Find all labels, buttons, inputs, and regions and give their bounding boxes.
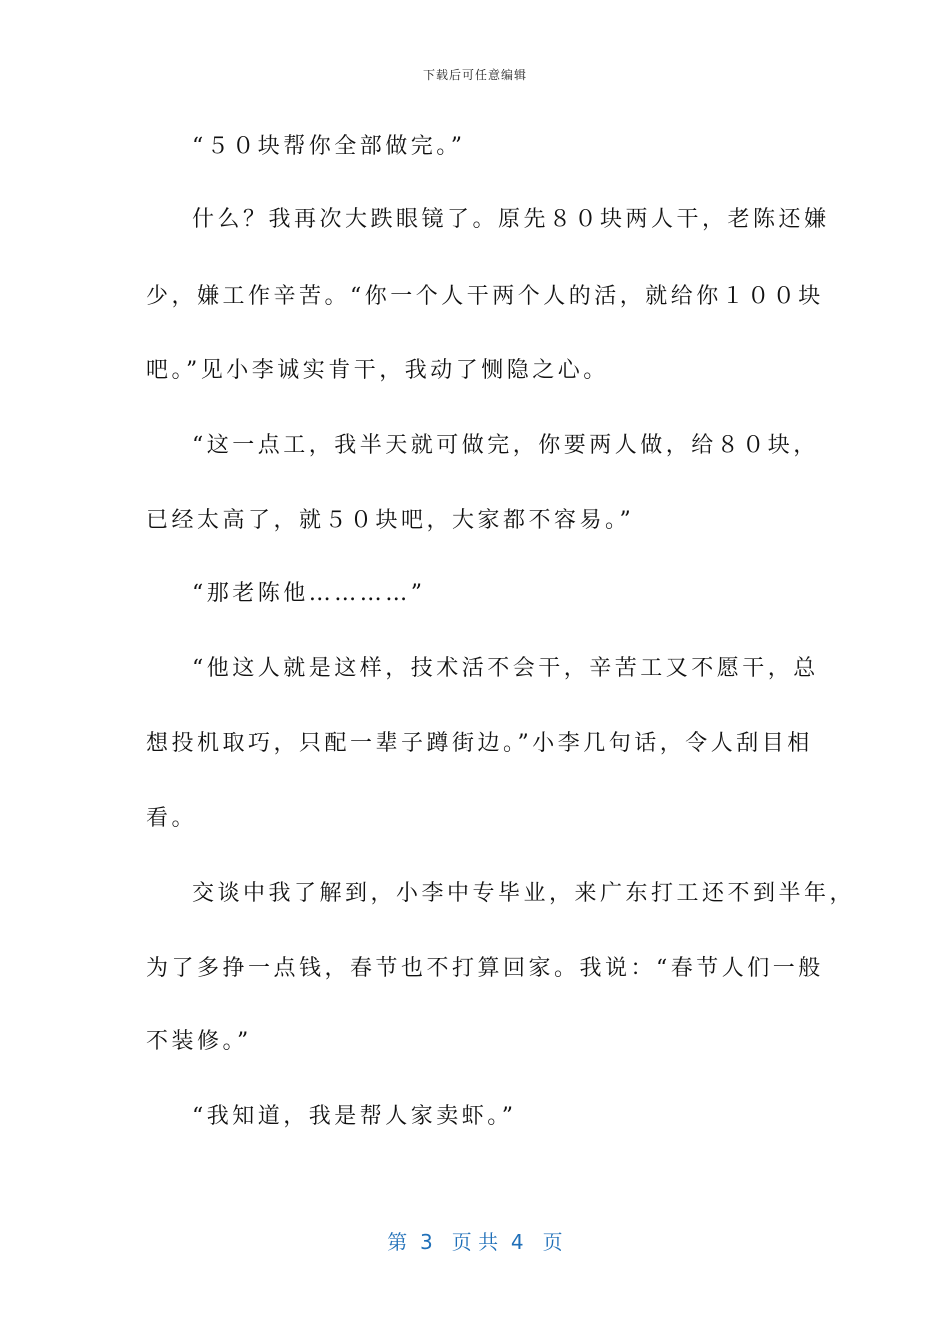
paragraph-line: “这一点工，我半天就可做完，你要两人做，给８０块， [192,433,819,458]
paragraph-line: “那老陈他…………” [192,581,426,606]
paragraph-line: “我知道，我是帮人家卖虾。” [192,1104,517,1129]
paragraph-line: 不装修。” [146,1029,252,1054]
paragraph-line: “他这人就是这样，技术活不会干，辛苦工又不愿干，总 [192,656,819,681]
paragraph-line: 想投机取巧，只配一辈子蹲街边。”小李几句话，令人刮目相 [146,731,813,756]
page-header-note: 下载后可任意编辑 [422,68,527,82]
paragraph-line: 什么？我再次大跌眼镜了。原先８０块两人干，老陈还嫌 [192,207,830,232]
paragraph-line: 已经太高了，就５０块吧，大家都不容易。” [146,508,635,533]
paragraph-line: 吧。”见小李诚实肯干，我动了恻隐之心。 [146,358,609,383]
paragraph-line: 为了多挣一点钱，春节也不打算回家。我说：“春节人们一般 [146,956,824,981]
paragraph-line: 看。 [146,806,198,831]
paragraph-line: “５０块帮你全部做完。” [192,134,466,159]
page-number-footer: 第 3 页 共 4 页 [387,1230,563,1254]
paragraph-line: 少，嫌工作辛苦。“你一个人干两个人的活，就给你１００块 [146,284,824,309]
paragraph-line: 交谈中我了解到，小李中专毕业，来广东打工还不到半年， [192,881,856,906]
